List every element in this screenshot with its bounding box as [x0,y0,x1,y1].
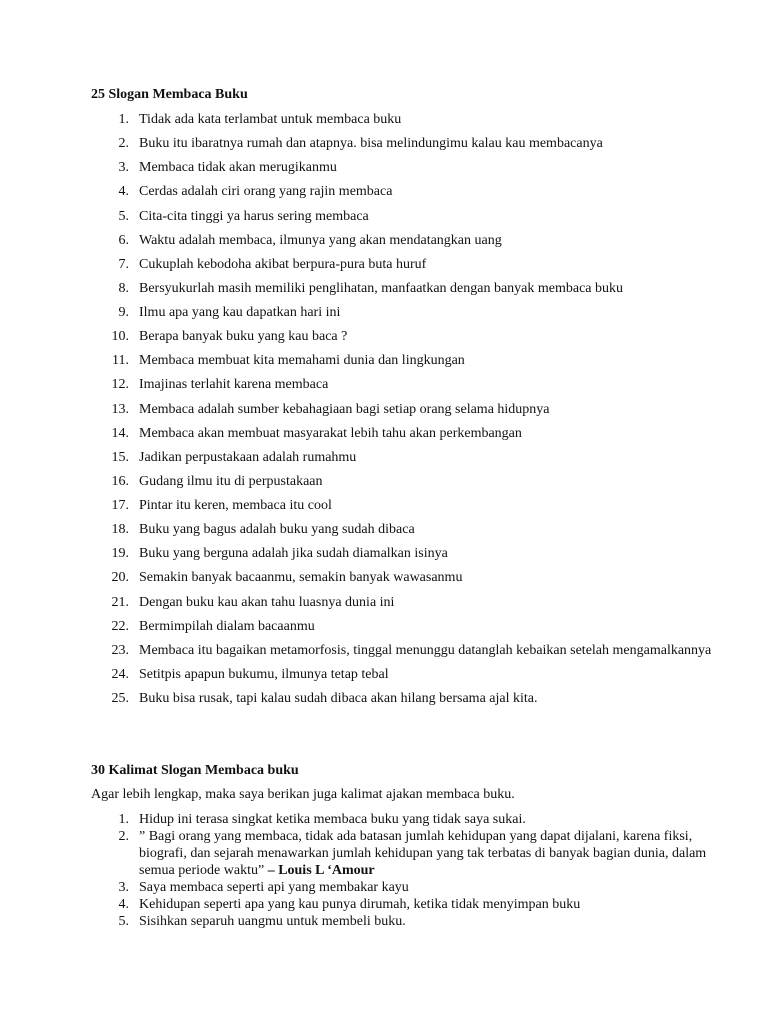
list-item-text: Semakin banyak bacaanmu, semakin banyak wawasanmu [139,570,463,586]
list-item-number: 3. [118,160,129,176]
list-item-text: Buku itu ibaratnya rumah dan atapnya. bisa melindungimu kalau kau membacanya [139,136,603,152]
list-item-number: 13. [111,401,129,417]
list-item-number: 20. [111,570,129,586]
list-item-number: 5. [118,208,129,224]
list-item-text: Sisihkan separuh uangmu untuk membeli buku. [139,914,406,929]
list-item-text: Ilmu apa yang kau dapatkan hari ini [139,305,341,320]
list-item-number: 4. [118,897,129,912]
list-item-text: Membaca itu bagaikan metamorfosis, tinggal menunggu datanglah kebaikan setelah mengamalkannya [139,642,712,658]
list-item-text: Saya membaca seperti api yang membakar kayu [139,880,409,895]
list-item-number: 4. [118,184,129,200]
list-item-number: 18. [111,522,129,538]
list-item [91,256,731,273]
list-item-number: 23. [111,642,129,658]
list-item [91,376,731,393]
list-item-text: Cerdas adalah ciri orang yang rajin membaca [139,184,393,200]
list-item [91,642,731,659]
list-item [91,913,731,930]
list-item [91,352,731,369]
list-item-text: Hidup ini terasa singkat ketika membaca buku yang tidak saya sukai. [139,812,526,827]
section2-title: 30 Kalimat Slogan Membaca buku [91,763,299,778]
list-item [91,521,731,538]
sentence-list [91,811,731,930]
list-item-text: Kehidupan seperti apa yang kau punya dirumah, ketika tidak menyimpan buku [139,897,581,912]
list-item [91,690,731,707]
list-item [91,449,731,466]
list-item-text: Bersyukurlah masih memiliki penglihatan, manfaatkan dengan banyak membaca buku [139,280,624,296]
list-item-number: 12. [111,377,129,393]
list-item-text: Buku bisa rusak, tapi kalau sudah dibaca akan hilang bersama ajal kita. [139,691,538,706]
list-item [91,828,731,879]
list-item-number: 10. [111,329,129,345]
list-item-number: 6. [118,232,129,248]
section1-title: 25 Slogan Membaca Buku [91,87,248,102]
list-item-text: ” Bagi orang yang membaca, tidak ada batasan jumlah kehidupan yang dapat dijalani, karena fiksi, biografi, dan sejarah menawarkan jumlah kehidupan yang tak terbatas di banyak bagian dunia, dalam semua periode waktu” [139,829,707,878]
list-item [91,111,731,128]
list-item-number: 8. [118,280,129,296]
list-item-text: Waktu adalah membaca, ilmunya yang akan mendatangkan uang [139,232,502,248]
list-item [91,594,731,611]
list-item-number: 14. [111,425,129,441]
list-item [91,401,731,418]
slogan-list [91,111,731,714]
list-item-text: Imajinas terlahit karena membaca [139,377,329,393]
list-item-text: Membaca akan membuat masyarakat lebih tahu akan perkembangan [139,425,522,441]
list-item-text: Membaca tidak akan merugikanmu [139,160,337,176]
list-item [91,497,731,514]
list-item-number: 17. [111,498,129,513]
list-item [91,569,731,586]
list-item-number: 21. [111,594,129,610]
list-item [91,135,731,152]
list-item-text: Cukuplah kebodoha akibat berpura-pura buta huruf [139,256,427,272]
list-item [91,232,731,249]
list-item-number: 24. [111,666,129,682]
list-item-number: 22. [111,618,129,634]
list-item-number: 19. [111,546,129,562]
section2-intro: Agar lebih lengkap, maka saya berikan juga kalimat ajakan membaca buku. [91,787,515,802]
list-item-text: Membaca adalah sumber kebahagiaan bagi setiap orang selama hidupnya [139,401,550,417]
list-item-text: Setitpis apapun bukumu, ilmunya tetap tebal [139,666,389,682]
list-item [91,304,731,321]
list-item-text: Buku yang bagus adalah buku yang sudah dibaca [139,522,415,538]
list-item [91,328,731,345]
list-item [91,208,731,225]
list-item-number: 2. [118,829,129,844]
list-item-number: 11. [112,353,129,369]
list-item-number: 3. [118,880,129,895]
list-item-text: Dengan buku kau akan tahu luasnya dunia ini [139,594,395,610]
list-item-number: 16. [111,473,129,489]
list-item-text: Buku yang berguna adalah jika sudah diamalkan isinya [139,546,448,562]
list-item [91,896,731,913]
list-item [91,425,731,442]
quote-author: – Louis L ‘Amour [267,863,375,878]
list-item [91,280,731,297]
list-item-text: Tidak ada kata terlambat untuk membaca buku [139,112,402,127]
list-item [91,159,731,176]
list-item-text: Jadikan perpustakaan adalah rumahmu [139,449,357,465]
list-item-number: 25. [111,691,129,706]
list-item-text: Pintar itu keren, membaca itu cool [139,498,332,513]
list-item-number: 2. [118,136,129,152]
list-item-number: 15. [111,449,129,465]
list-item-text: Bermimpilah dialam bacaanmu [139,618,315,634]
list-item-number: 7. [118,256,129,272]
list-item-number: 9. [118,305,129,320]
list-item [91,618,731,635]
list-item-text: Cita-cita tinggi ya harus sering membaca [139,208,369,224]
list-item-number: 1. [118,812,129,827]
list-item [91,666,731,683]
list-item [91,545,731,562]
list-item-text: Berapa banyak buku yang kau baca ? [139,329,348,345]
list-item [91,811,731,828]
list-item-number: 1. [118,112,129,127]
list-item [91,879,731,896]
list-item-number: 5. [118,914,129,929]
list-item-text: Gudang ilmu itu di perpustakaan [139,473,323,489]
list-item [91,473,731,490]
list-item [91,183,731,200]
list-item-text: Membaca membuat kita memahami dunia dan lingkungan [139,353,465,369]
